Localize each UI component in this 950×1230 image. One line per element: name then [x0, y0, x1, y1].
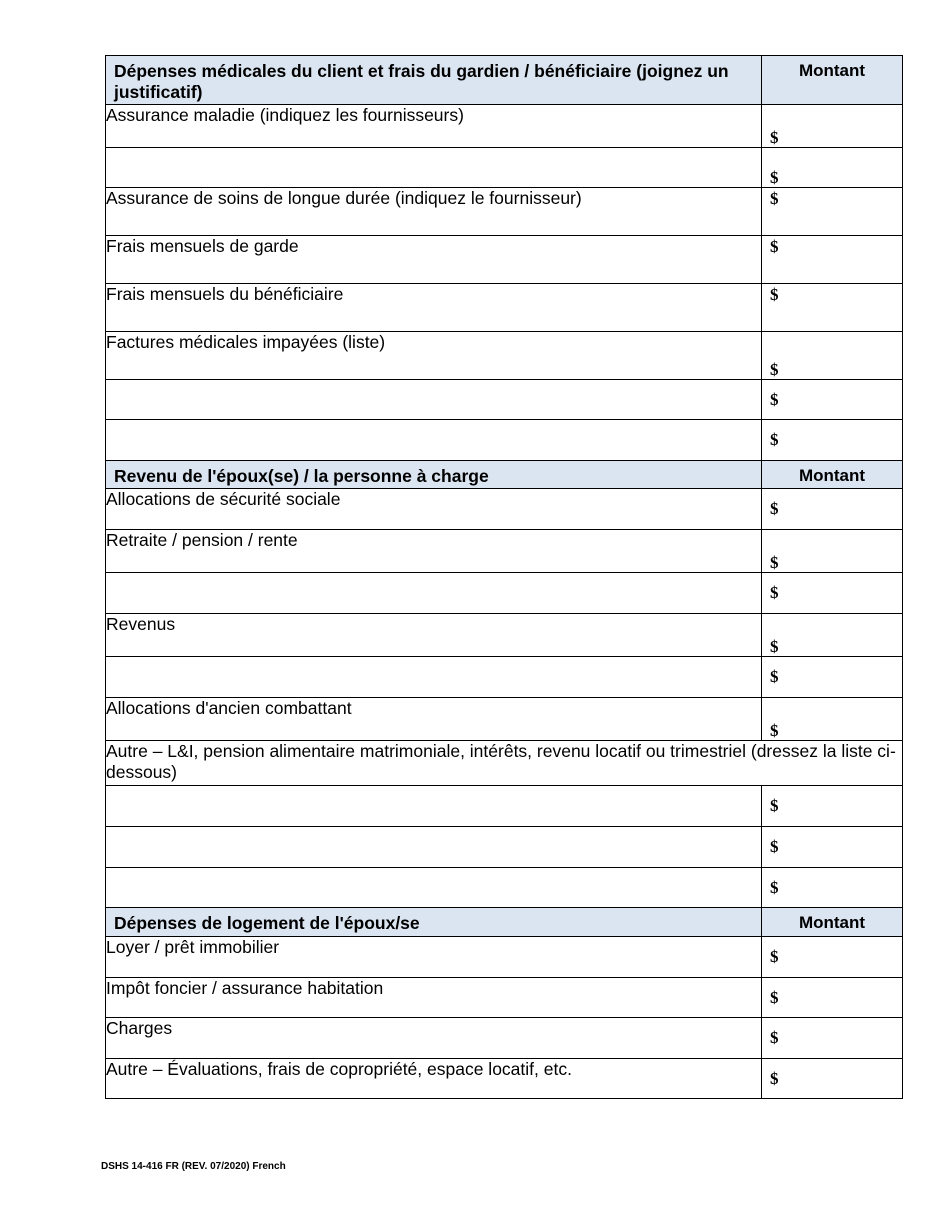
- row-label[interactable]: [106, 380, 762, 420]
- table-row: [106, 105, 903, 148]
- table-row: [106, 868, 903, 908]
- row-label: Allocations de sécurité sociale: [106, 489, 762, 530]
- amount-field[interactable]: [762, 698, 903, 741]
- table-row: [106, 786, 903, 827]
- dollar-sign: $: [770, 987, 779, 1007]
- row-label: Assurance maladie (indiquez les fournisseurs): [106, 105, 762, 148]
- table-row: [106, 188, 903, 236]
- table-row: [106, 420, 903, 461]
- dollar-sign: $: [770, 553, 779, 572]
- dollar-sign: $: [770, 499, 779, 518]
- table-row: [106, 1018, 903, 1059]
- table-row: [106, 530, 903, 573]
- table-row: [106, 698, 903, 741]
- housing-amount-header: Montant: [762, 908, 903, 937]
- amount-field[interactable]: [762, 489, 903, 530]
- dollar-sign: $: [770, 1028, 779, 1047]
- amount-field[interactable]: [762, 188, 903, 236]
- dollar-sign: $: [770, 389, 779, 409]
- form-footer: DSHS 14-416 FR (REV. 07/2020) French: [101, 1161, 286, 1172]
- row-label[interactable]: [106, 868, 762, 908]
- amount-field[interactable]: [762, 937, 903, 978]
- dollar-sign: $: [770, 877, 779, 897]
- amount-field[interactable]: [762, 284, 903, 332]
- row-label: Assurance de soins de longue durée (indiquez le fournisseur): [106, 188, 762, 236]
- table-row: [106, 236, 903, 284]
- row-label: Allocations d'ancien combattant: [106, 698, 762, 741]
- row-label: Impôt foncier / assurance habitation: [106, 978, 762, 1018]
- table-row: [106, 380, 903, 420]
- medical-section-header: [106, 56, 903, 105]
- row-label: Frais mensuels du bénéficiaire: [106, 284, 762, 332]
- dollar-sign: $: [770, 796, 779, 815]
- row-label[interactable]: [106, 148, 762, 188]
- amount-field[interactable]: [762, 1059, 903, 1099]
- other-income-label: Autre – L&I, pension alimentaire matrimoniale, intérêts, revenu locatif ou trimestriel (dressez la liste ci-dessous): [106, 741, 903, 786]
- row-label: Loyer / prêt immobilier: [106, 937, 762, 978]
- table-row: [106, 284, 903, 332]
- amount-field[interactable]: [762, 148, 903, 188]
- income-section-title: Revenu de l'époux(se) / la personne à charge: [106, 461, 762, 489]
- table-row: [106, 827, 903, 868]
- income-amount-header: Montant: [762, 461, 903, 489]
- row-label: Retraite / pension / rente: [106, 530, 762, 573]
- dollar-sign: $: [770, 837, 779, 856]
- row-label[interactable]: [106, 420, 762, 461]
- dollar-sign: $: [770, 583, 779, 602]
- table-row: [106, 614, 903, 657]
- table-row: [106, 657, 903, 698]
- amount-field[interactable]: [762, 105, 903, 148]
- amount-field[interactable]: [762, 1018, 903, 1059]
- medical-amount-header: Montant: [762, 56, 903, 105]
- row-label: Frais mensuels de garde: [106, 236, 762, 284]
- amount-field[interactable]: [762, 978, 903, 1018]
- table-row: [106, 332, 903, 380]
- row-label[interactable]: [106, 827, 762, 868]
- amount-field[interactable]: [762, 614, 903, 657]
- dollar-sign: $: [770, 1068, 779, 1088]
- row-label[interactable]: [106, 573, 762, 614]
- dollar-sign: $: [770, 667, 779, 686]
- income-section-header: [106, 461, 903, 489]
- row-label[interactable]: [106, 786, 762, 827]
- amount-field[interactable]: [762, 868, 903, 908]
- medical-section-title: Dépenses médicales du client et frais du gardien / bénéficiaire (joignez un justificatif): [106, 56, 762, 105]
- expenses-form-table: [105, 55, 903, 1099]
- other-income-row: [106, 741, 903, 786]
- amount-field[interactable]: [762, 332, 903, 380]
- dollar-sign: $: [770, 189, 779, 208]
- amount-field[interactable]: [762, 573, 903, 614]
- housing-section-header: [106, 908, 903, 937]
- dollar-sign: $: [770, 360, 779, 379]
- row-label: Revenus: [106, 614, 762, 657]
- table-row: [106, 978, 903, 1018]
- dollar-sign: $: [770, 128, 779, 147]
- row-label: Factures médicales impayées (liste): [106, 332, 762, 380]
- amount-field[interactable]: [762, 530, 903, 573]
- table-row: [106, 148, 903, 188]
- amount-field[interactable]: [762, 827, 903, 868]
- dollar-sign: $: [770, 168, 779, 187]
- dollar-sign: $: [770, 947, 779, 966]
- table-row: [106, 1059, 903, 1099]
- dollar-sign: $: [770, 237, 779, 256]
- amount-field[interactable]: [762, 420, 903, 461]
- table-row: [106, 573, 903, 614]
- amount-field[interactable]: [762, 236, 903, 284]
- dollar-sign: $: [770, 285, 779, 304]
- table-row: [106, 937, 903, 978]
- dollar-sign: $: [770, 721, 779, 740]
- table-row: [106, 489, 903, 530]
- row-label: Autre – Évaluations, frais de copropriété, espace locatif, etc.: [106, 1059, 762, 1099]
- amount-field[interactable]: [762, 786, 903, 827]
- amount-field[interactable]: [762, 657, 903, 698]
- amount-field[interactable]: [762, 380, 903, 420]
- row-label: Charges: [106, 1018, 762, 1059]
- row-label[interactable]: [106, 657, 762, 698]
- housing-section-title: Dépenses de logement de l'époux/se: [106, 908, 762, 937]
- dollar-sign: $: [770, 430, 779, 449]
- dollar-sign: $: [770, 637, 779, 656]
